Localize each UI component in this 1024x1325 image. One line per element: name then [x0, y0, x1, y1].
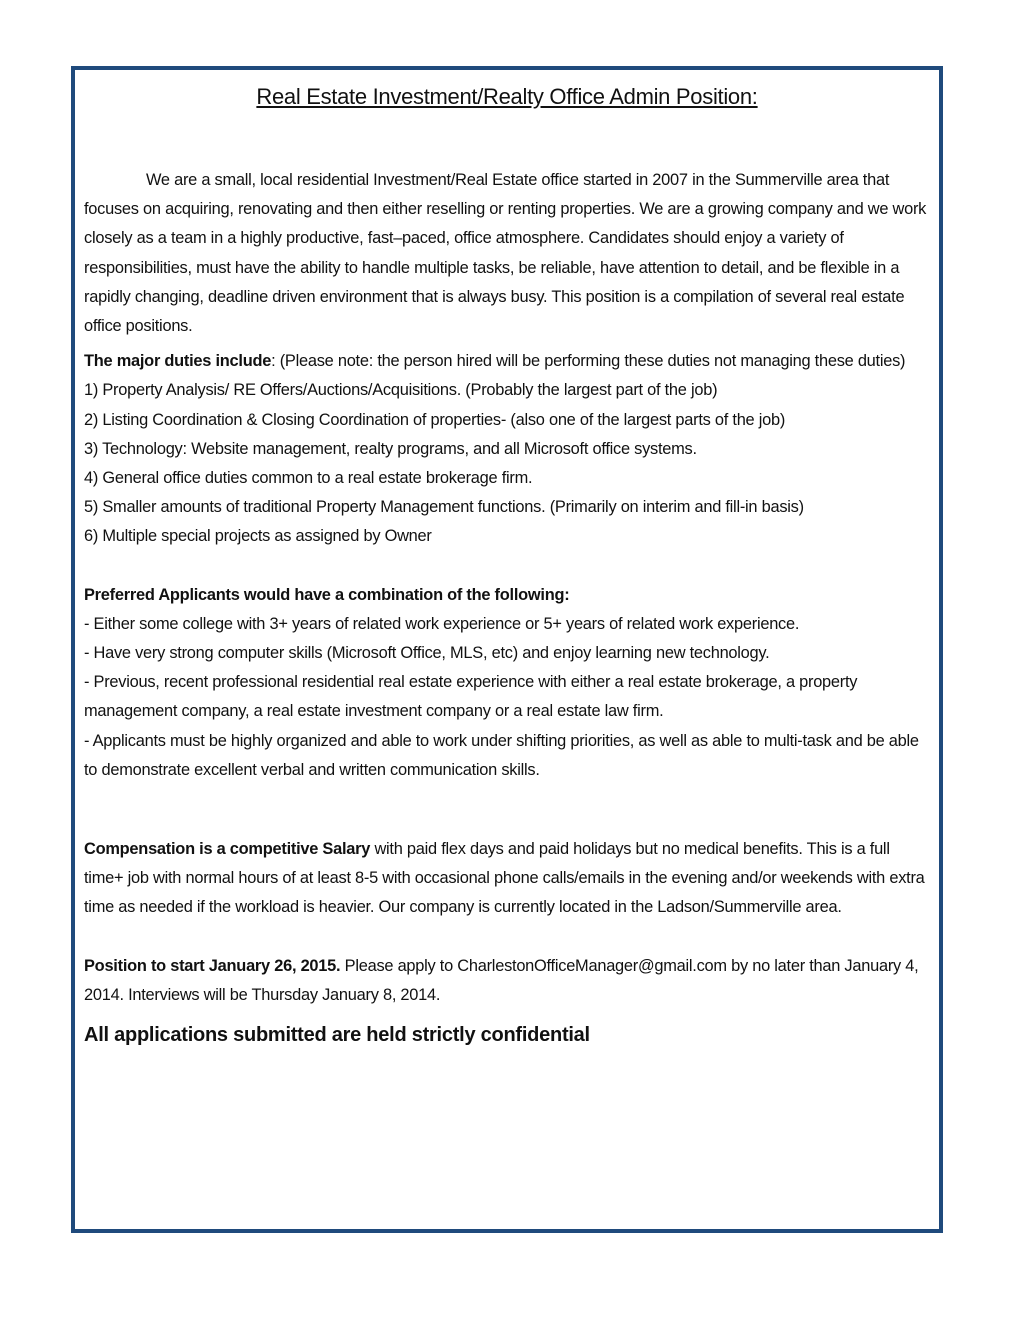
duty-item: 4) General office duties common to a real estate brokerage firm.: [84, 469, 533, 488]
document-body: [84, 166, 933, 1050]
duties-heading: The major duties include: [84, 352, 272, 371]
duty-item: 3) Technology: Website management, realty programs, and all Microsoft office systems.: [84, 439, 697, 458]
start-paragraph: [84, 952, 933, 1010]
compensation-text: with paid flex days and paid holidays but no medical benefits. This is a full time+ job with normal hours of at least 8-5 with occasional phone calls/emails in the evening and/or weekends with extra time as needed if the workload is heavier. Our company is currently located in the Ladson/Summerville area.: [84, 840, 925, 917]
start-date: Position to start January 26, 2015.: [84, 956, 341, 975]
compensation-paragraph: [84, 835, 933, 923]
duties-intro: [84, 347, 933, 376]
page-title: Real Estate Investment/Realty Office Admin Position:: [256, 84, 758, 109]
duty-item: 2) Listing Coordination & Closing Coordination of properties- (also one of the largest parts of the job): [84, 410, 786, 429]
preferred-heading: Preferred Applicants would have a combination of the following:: [84, 585, 570, 604]
document-frame: [71, 66, 943, 1233]
apply-text: Please apply to: [340, 956, 458, 975]
preferred-item: - Either some college with 3+ years of related work experience or 5+ years of related work experience.: [84, 614, 800, 633]
duty-item: 6) Multiple special projects as assigned by Owner: [84, 527, 432, 546]
duties-note: : (Please note: the person hired will be performing these duties not managing these duties): [271, 352, 906, 371]
preferred-item: - Have very strong computer skills (Microsoft Office, MLS, etc) and enjoy learning new technology.: [84, 644, 770, 663]
compensation-heading: Compensation is a competitive Salary: [84, 840, 371, 859]
apply-email: CharlestonOfficeManager@gmail.com: [457, 956, 727, 975]
confidential-notice: All applications submitted are held strictly confidential: [84, 1024, 590, 1047]
intro-paragraph: We are a small, local residential Investment/Real Estate office started in 2007 in the Summerville area that focuses on acquiring, renovating and then either reselling or renting properties. We are a growing company and we work closely as a team in a highly productive, fast–paced, office atmosphere. Candidates should enjoy a variety of responsibilities, must have the ability to handle multiple tasks, be reliable, have attention to detail, and be flexible in a rapidly changing, deadline driven environment that is always busy. This position is a compilation of several real estate office positions.: [84, 171, 927, 336]
preferred-item: - Applicants must be highly organized and able to work under shifting priorities, as well as able to multi-task and be able to demonstrate excellent verbal and written communication skills.: [84, 731, 919, 779]
deadline-text: by no later than January 4, 2014. Interviews will be Thursday January 8, 2014.: [84, 956, 919, 1004]
duty-item: 1) Property Analysis/ RE Offers/Auctions/Acquisitions. (Probably the largest part of the job): [84, 381, 718, 400]
preferred-item: - Previous, recent professional residential real estate experience with either a real estate brokerage, a property management company, a real estate investment company or a real estate law firm.: [84, 673, 858, 721]
duty-item: 5) Smaller amounts of traditional Property Management functions. (Primarily on interim and fill-in basis): [84, 498, 804, 517]
